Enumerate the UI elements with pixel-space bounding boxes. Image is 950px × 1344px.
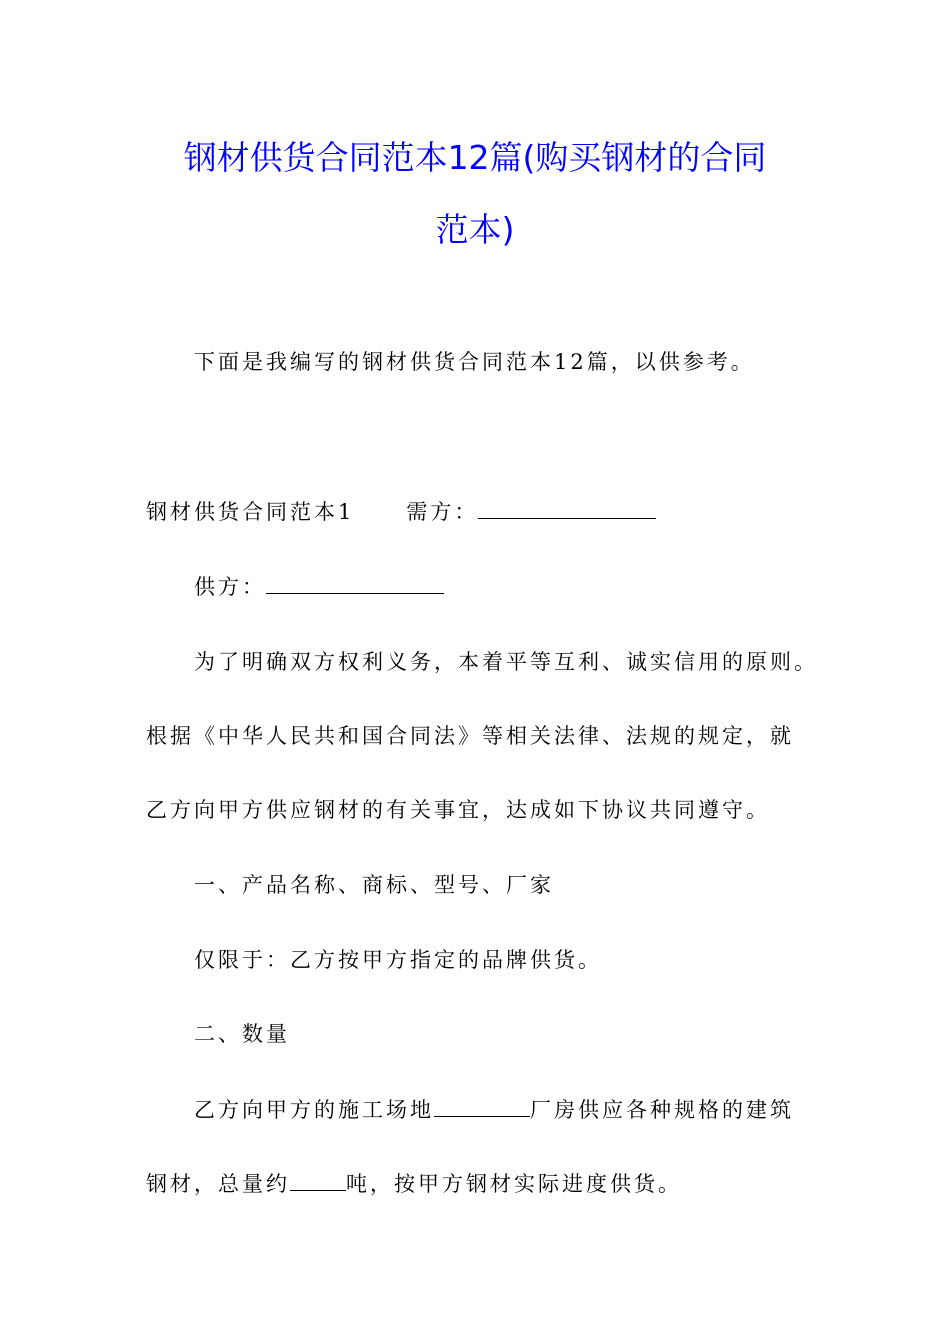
supplier-label: 供方：	[194, 575, 266, 599]
paragraph-1-line-3: 乙方向甲方供应钢材的有关事宜，达成如下协议共同遵守。	[146, 798, 770, 822]
quantity-blank	[290, 1172, 346, 1191]
supplier-row	[194, 571, 444, 601]
intro-paragraph: 下面是我编写的钢材供货合同范本12篇，以供参考。	[194, 350, 755, 374]
paragraph-1-line-2: 根据《中华人民共和国合同法》等相关法律、法规的规定，就	[146, 724, 794, 748]
section-2-line-2-b: 吨，按甲方钢材实际进度供货。	[346, 1172, 682, 1196]
section-1-title: 一、产品名称、商标、型号、厂家	[194, 873, 554, 897]
buyer-label: 需方：	[406, 500, 479, 524]
section-2-line-2	[146, 1168, 682, 1198]
contract-heading-row	[146, 496, 656, 526]
buyer-blank	[478, 500, 656, 519]
paragraph-1-line-1: 为了明确双方权利义务，本着平等互利、诚实信用的原则。	[194, 650, 818, 674]
document-title-line-2: 范本)	[435, 210, 515, 249]
document-title-line-1: 钢材供货合同范本12篇(购买钢材的合同	[183, 138, 767, 177]
section-2-line-1	[194, 1094, 794, 1124]
section-2-line-2-a: 钢材，总量约	[146, 1172, 290, 1196]
section-1-text: 仅限于：乙方按甲方指定的品牌供货。	[194, 948, 602, 972]
section-2-line-1-b: 厂房供应各种规格的建筑	[530, 1098, 794, 1122]
supplier-blank	[266, 575, 444, 594]
section-2-title: 二、数量	[194, 1022, 290, 1046]
section-2-line-1-a: 乙方向甲方的施工场地	[194, 1098, 434, 1122]
site-blank	[434, 1098, 530, 1117]
contract-heading: 钢材供货合同范本1	[146, 500, 355, 524]
